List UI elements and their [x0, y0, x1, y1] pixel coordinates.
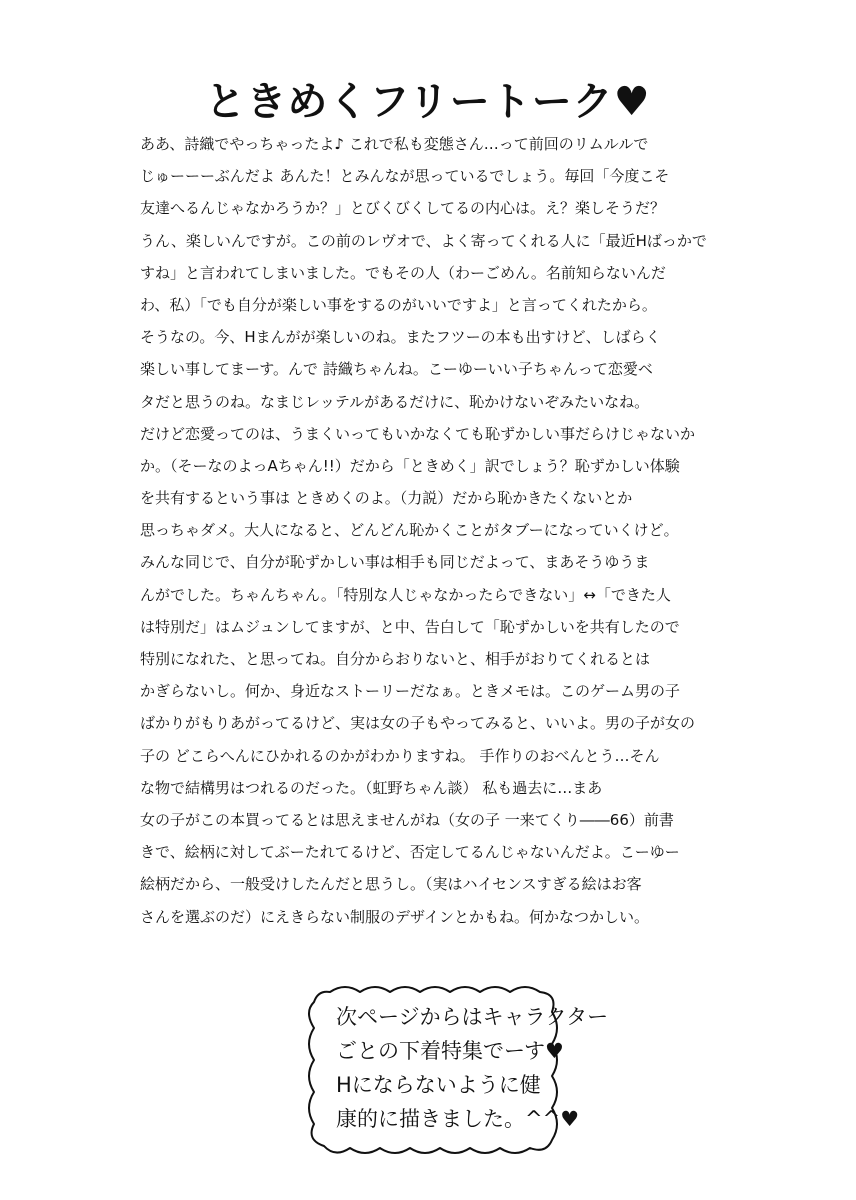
body-line: きで、絵柄に対してぶーたれてるけど、否定してるんじゃないんだよ。こーゆー [140, 843, 680, 862]
note-line: 康的に描きました。^^♥ [336, 1107, 580, 1131]
body-line: 絵柄だから、一般受けしたんだと思うし。（実はハイセンスすぎる絵はお客 [140, 875, 642, 894]
body-line: タだと思うのね。なまじレッテルがあるだけに、恥かけないぞみたいなね。 [140, 392, 650, 411]
body-line: んがでした。ちゃんちゃん。「特別な人じゃなかったらできない」↔「できた人 [140, 585, 671, 604]
note-line: ごとの下着特集でーす♥ [336, 1039, 564, 1063]
body-line: ばかりがもりあがってるけど、実は女の子もやってみると、いいよ。男の子が女の [140, 714, 696, 733]
body-line: すね」と言われてしまいました。でもその人（わーごめん。名前知らないんだ [140, 263, 666, 282]
body-line: 楽しい事してまーす。んで 詩織ちゃんね。こーゆーいい子ちゃんって恋愛ベ [140, 360, 653, 379]
body-line: うん、楽しいんですが。この前のレヴオで、よく寄ってくれる人に「最近Hばっかで [140, 231, 707, 250]
body-line: かぎらないし。何か、身近なストーリーだなぁ。ときメモは。このゲーム男の子 [140, 682, 681, 701]
body-line: 女の子がこの本買ってるとは思えませんがね（女の子 一来てくり――66）前書 [140, 810, 674, 829]
body-line: 友達へるんじゃなかろうか？」とびくびくしてるの内心は。え？楽しそうだ？ [140, 199, 666, 218]
next-page-note [300, 978, 609, 1160]
page-title: ときめくフリートーク♥ [205, 79, 651, 125]
free-talk-body [140, 128, 736, 933]
body-line: みんな同じで、自分が恥ずかしい事は相手も同じだよって、まあそうゆうま [140, 553, 650, 572]
body-line: を共有するという事は ときめくのよ。（力説）だから恥かきたくないとか [140, 489, 633, 508]
body-line: わ、私）「でも自分が楽しい事をするのがいいですよ」と言ってくれたから。 [140, 295, 657, 314]
note-line: 次ページからはキャラクター [336, 1005, 609, 1029]
body-line: じゅーーーぶんだよ あんた！とみんなが思っているでしょう。毎回「今度こそ [140, 167, 670, 186]
body-line: か。（そーなのよっAちゃん!!）だから「ときめく」訳でしょう？恥ずかしい体験 [140, 456, 680, 475]
body-line: は特別だ」はムジュンしてますが、と中、告白して「恥ずかしいを共有したので [140, 617, 680, 636]
body-line: 思っちゃダメ。大人になると、どんどん恥かくことがタブーになっていくけど。 [140, 521, 679, 540]
body-line: さんを選ぶのだ）にえきらない制服のデザインとかもね。何かなつかしい。 [140, 907, 649, 926]
body-line: な物で結構男はつれるのだった。（虹野ちゃん談） 私も過去に…まあ [140, 778, 603, 797]
body-line: 子の どこらへんにひかれるのかがわかりますね。 手作りのおべんとう…そん [140, 746, 660, 765]
body-line: ああ、詩織でやっちゃったよ♪ これで私も変態さん…って前回のリムルルで [140, 135, 649, 153]
body-line: だけど恋愛ってのは、うまくいってもいかなくても恥ずかしい事だらけじゃないか [140, 424, 696, 443]
body-line: そうなの。今、Hまんがが楽しいのね。またフツーの本も出すけど、しばらく [140, 328, 661, 347]
body-line: 特別になれた、と思ってね。自分からおりないと、相手がおりてくれるとは [140, 650, 651, 668]
note-line: Hにならないように健 [336, 1073, 541, 1097]
note-text [336, 1000, 608, 1136]
